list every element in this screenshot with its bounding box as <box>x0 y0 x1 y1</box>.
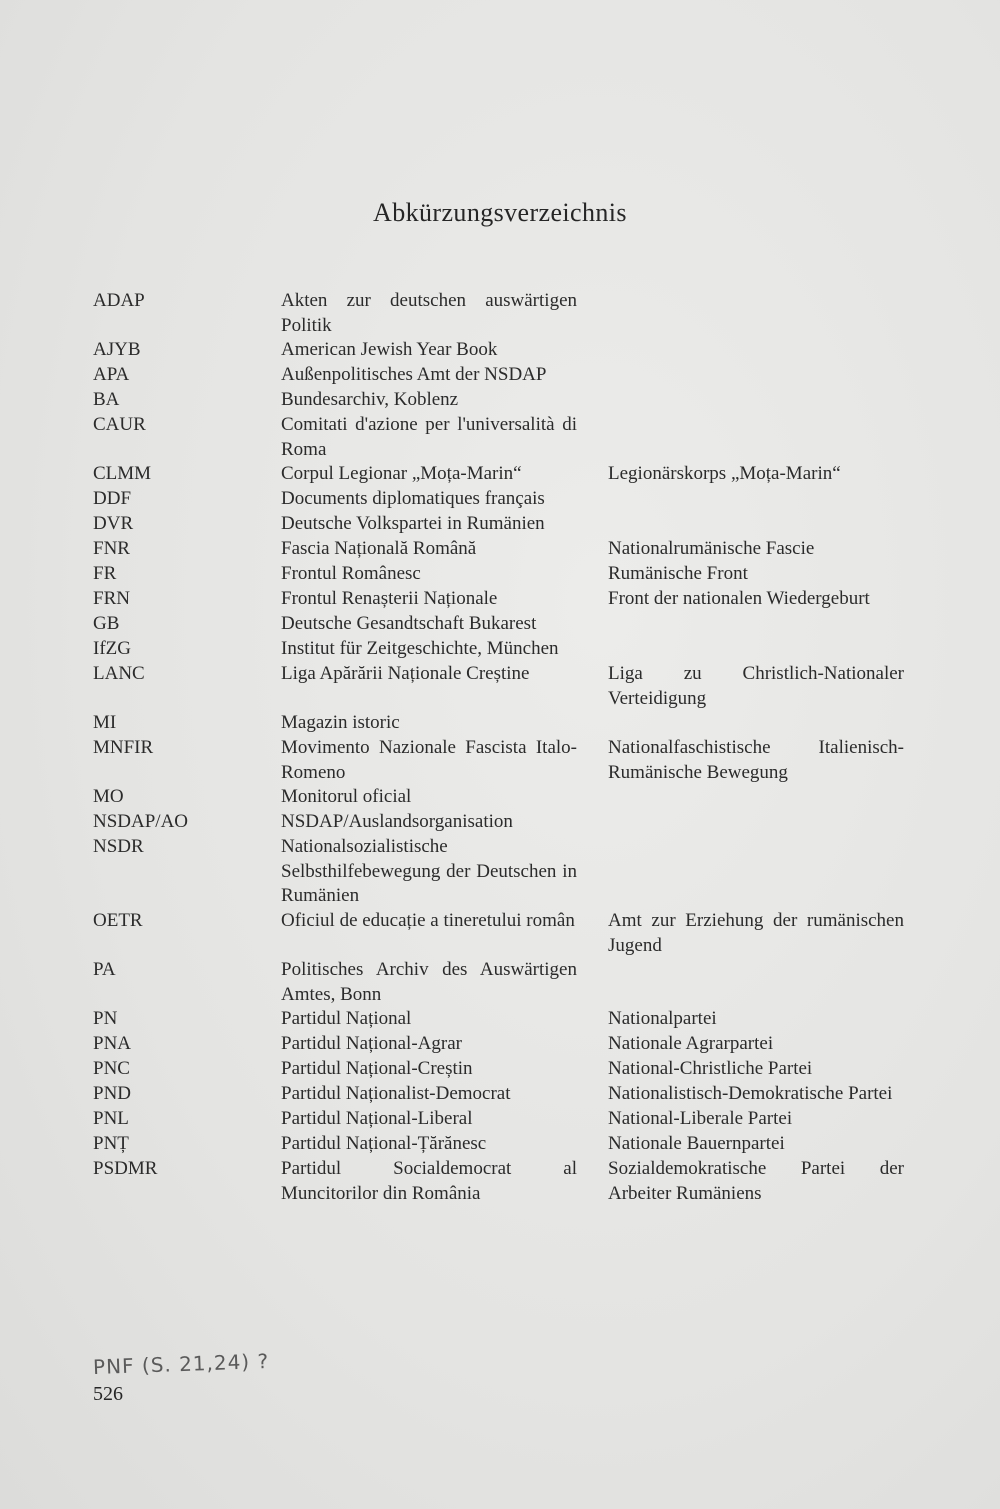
abbreviation-translation: Nationalfaschistische Italienisch-Rumänische Bewegung <box>608 737 904 783</box>
abbreviation-term: LANC <box>93 663 145 684</box>
abbreviation-entry <box>0 512 1000 537</box>
abbreviation-expansion: Partidul Național-Liberal <box>281 1108 473 1129</box>
abbreviation-term: ADAP <box>93 290 145 311</box>
abbreviation-entry <box>0 413 1000 462</box>
abbreviation-translation: Nationalistisch-Demokratische Partei <box>608 1083 893 1104</box>
abbreviation-entry <box>0 1007 1000 1032</box>
abbreviation-expansion: Institut für Zeitgeschichte, München <box>281 638 559 659</box>
abbreviation-expansion: Partidul Național-Creștin <box>281 1058 473 1079</box>
abbreviation-entry <box>0 711 1000 736</box>
abbreviation-entry <box>0 835 1000 909</box>
abbreviation-expansion: American Jewish Year Book <box>281 339 498 360</box>
abbreviation-expansion: Politisches Archiv des Auswärtigen Amtes, Bonn <box>281 959 577 1005</box>
abbreviation-expansion: Bundesarchiv, Koblenz <box>281 389 459 410</box>
abbreviation-expansion: NSDAP/Auslandsorganisation <box>281 811 513 832</box>
abbreviation-entry <box>0 537 1000 562</box>
abbreviation-term: PNL <box>93 1108 129 1129</box>
abbreviation-translation: Sozialdemokratische Partei der Arbeiter Rumäniens <box>608 1158 904 1204</box>
abbreviation-term: IfZG <box>93 638 131 659</box>
abbreviation-term: NSDAP/AO <box>93 811 189 832</box>
abbreviation-term: FR <box>93 563 117 584</box>
abbreviation-term: DDF <box>93 488 132 509</box>
abbreviation-term: CAUR <box>93 414 146 435</box>
abbreviation-term: APA <box>93 364 130 385</box>
abbreviation-term: PND <box>93 1083 132 1104</box>
abbreviation-expansion: Magazin istoric <box>281 712 400 733</box>
abbreviation-translation: Rumänische Front <box>608 563 748 584</box>
abbreviation-term: AJYB <box>93 339 141 360</box>
abbreviation-entry <box>0 810 1000 835</box>
abbreviation-entry <box>0 1132 1000 1157</box>
abbreviation-entry <box>0 662 1000 711</box>
abbreviation-list <box>0 289 1000 1206</box>
abbreviation-expansion: Documents diplomatiques français <box>281 488 545 509</box>
abbreviation-entry <box>0 958 1000 1007</box>
abbreviation-entry <box>0 637 1000 662</box>
abbreviation-term: MO <box>93 786 124 807</box>
abbreviation-expansion: Deutsche Volkspartei in Rumänien <box>281 513 545 534</box>
abbreviation-translation: Amt zur Erziehung der rumänischen Jugend <box>608 910 904 956</box>
abbreviation-translation: Legionärskorps „Moța-Marin“ <box>608 463 841 484</box>
abbreviation-expansion: Corpul Legionar „Moța-Marin“ <box>281 463 522 484</box>
abbreviation-term: MNFIR <box>93 737 154 758</box>
abbreviation-expansion: Movimento Nazionale Fascista Italo-Romeno <box>281 737 577 783</box>
abbreviation-entry <box>0 909 1000 958</box>
abbreviation-translation: Nationale Agrarpartei <box>608 1033 774 1054</box>
abbreviation-entry <box>0 1032 1000 1057</box>
abbreviation-term: PNȚ <box>93 1133 129 1154</box>
abbreviation-expansion: Partidul Național-Agrar <box>281 1033 462 1054</box>
abbreviation-entry <box>0 289 1000 338</box>
abbreviation-entry <box>0 1107 1000 1132</box>
abbreviation-expansion: Deutsche Gesandtschaft Bukarest <box>281 613 537 634</box>
abbreviation-translation: National-Christliche Partei <box>608 1058 813 1079</box>
abbreviation-term: OETR <box>93 910 143 931</box>
abbreviation-translation: Nationale Bauernpartei <box>608 1133 785 1154</box>
abbreviation-entry <box>0 338 1000 363</box>
abbreviation-term: MI <box>93 712 117 733</box>
abbreviation-term: FNR <box>93 538 130 559</box>
abbreviation-entry <box>0 363 1000 388</box>
abbreviation-expansion: Frontul Românesc <box>281 563 421 584</box>
abbreviation-term: FRN <box>93 588 130 609</box>
abbreviation-entry <box>0 1082 1000 1107</box>
abbreviation-term: BA <box>93 389 120 410</box>
abbreviation-entry <box>0 562 1000 587</box>
abbreviation-term: PNC <box>93 1058 130 1079</box>
abbreviation-translation: Nationalpartei <box>608 1008 717 1029</box>
abbreviation-expansion: Akten zur deutschen auswärtigen Politik <box>281 290 577 336</box>
abbreviation-expansion: Fascia Națională Română <box>281 538 477 559</box>
abbreviation-expansion: Partidul Socialdemocrat al Muncitorilor din România <box>281 1158 577 1204</box>
abbreviation-translation: National-Liberale Partei <box>608 1108 793 1129</box>
abbreviation-expansion: Comitati d'azione per l'universalità di Roma <box>281 414 577 460</box>
abbreviation-term: DVR <box>93 513 134 534</box>
abbreviation-expansion: Oficiul de educație a tineretului român <box>281 910 575 931</box>
abbreviation-translation: Liga zu Christlich-Nationaler Verteidigung <box>608 663 904 709</box>
abbreviation-term: PSDMR <box>93 1158 158 1179</box>
abbreviation-expansion: Partidul Național <box>281 1008 412 1029</box>
handwritten-note: PNF (S. 21,24) ? <box>92 1348 270 1380</box>
abbreviation-entry <box>0 388 1000 413</box>
abbreviation-term: PN <box>93 1008 118 1029</box>
abbreviation-entry <box>0 487 1000 512</box>
abbreviation-entry <box>0 1057 1000 1082</box>
page-number: 526 <box>93 1383 123 1405</box>
abbreviation-entry <box>0 1157 1000 1206</box>
abbreviation-expansion: Liga Apărării Naționale Creștine <box>281 663 530 684</box>
abbreviation-term: PA <box>93 959 116 980</box>
abbreviation-expansion: Außenpolitisches Amt der NSDAP <box>281 364 547 385</box>
abbreviation-expansion: Partidul Național-Țărănesc <box>281 1133 487 1154</box>
page-title: Abkürzungsverzeichnis <box>373 198 627 227</box>
abbreviation-entry <box>0 612 1000 637</box>
abbreviation-expansion: Frontul Renașterii Naționale <box>281 588 498 609</box>
abbreviation-entry <box>0 736 1000 785</box>
abbreviation-term: PNA <box>93 1033 132 1054</box>
abbreviation-term: GB <box>93 613 120 634</box>
abbreviation-term: NSDR <box>93 836 144 857</box>
abbreviation-translation: Front der nationalen Wiedergeburt <box>608 588 870 609</box>
abbreviation-expansion: Nationalsozialistische Selbsthilfebewegung der Deutschen in Rumänien <box>281 836 577 906</box>
abbreviation-expansion: Monitorul oficial <box>281 786 412 807</box>
abbreviation-term: CLMM <box>93 463 152 484</box>
abbreviation-entry <box>0 462 1000 487</box>
abbreviation-expansion: Partidul Naționalist-Democrat <box>281 1083 511 1104</box>
abbreviation-entry <box>0 587 1000 612</box>
abbreviation-translation: Nationalrumänische Fascie <box>608 538 815 559</box>
abbreviation-entry <box>0 785 1000 810</box>
